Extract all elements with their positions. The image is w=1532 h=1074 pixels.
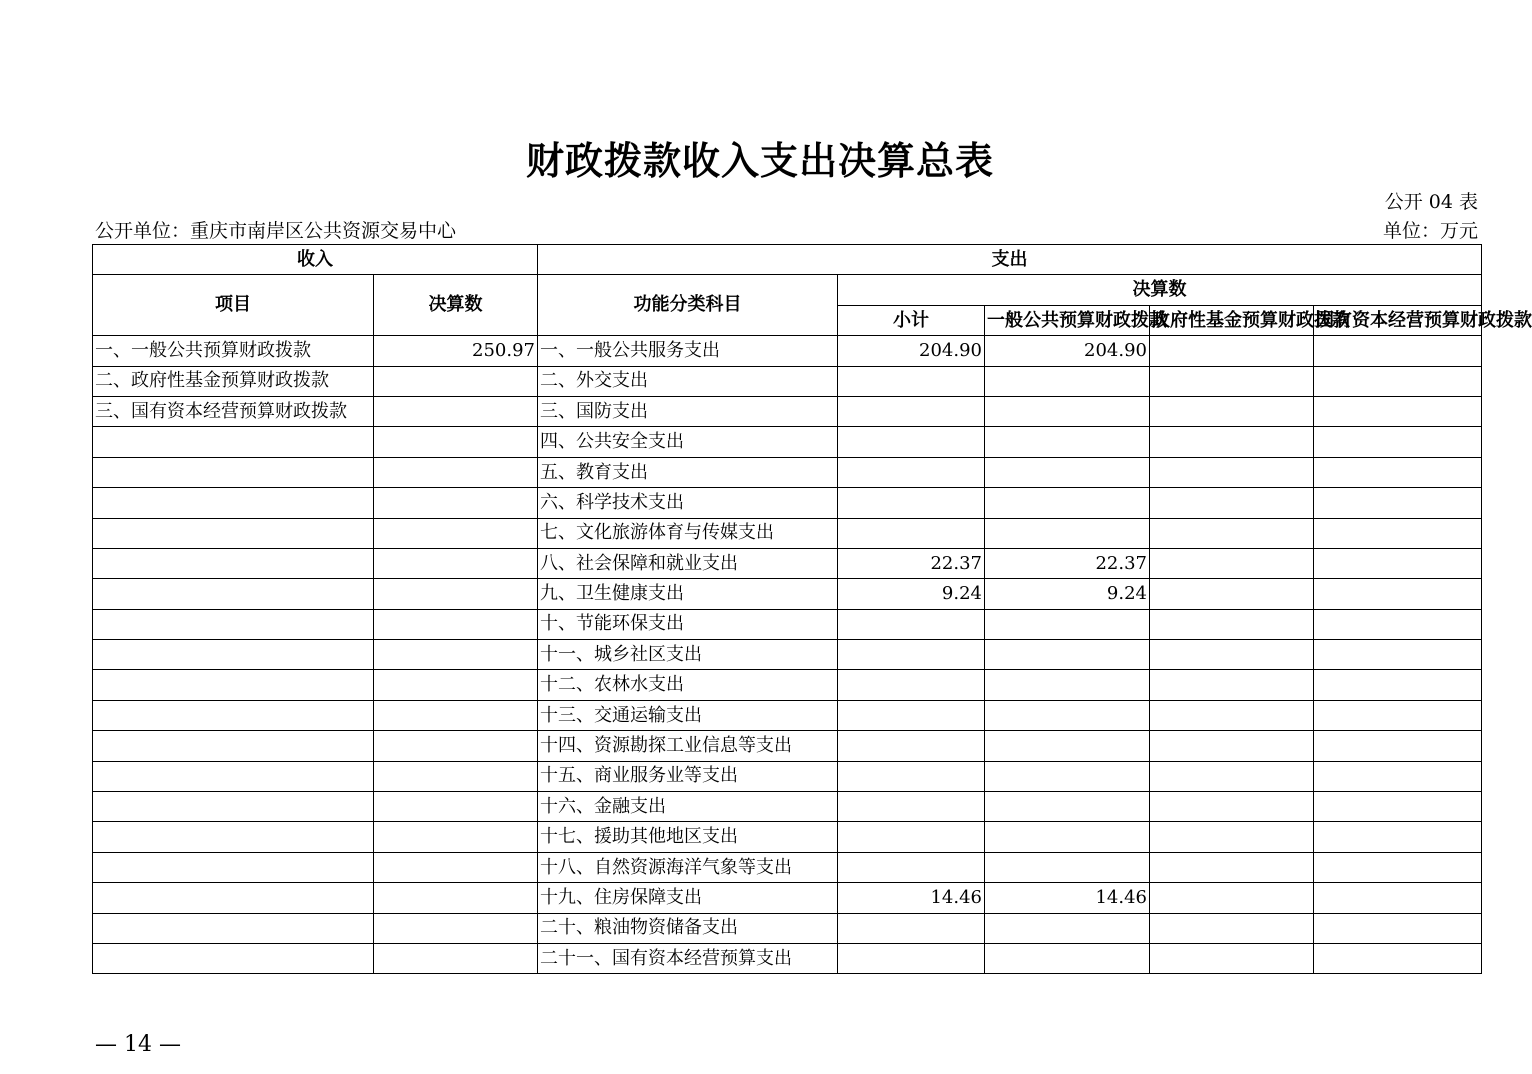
- fund-budget-cell: [1150, 336, 1314, 366]
- fund-budget-cell: [1150, 670, 1314, 700]
- income-amount-cell: 250.97: [374, 336, 538, 366]
- income-item-cell: [93, 427, 374, 457]
- general-budget-cell: [985, 913, 1150, 943]
- state-capital-cell: [1314, 883, 1482, 913]
- general-budget-cell: 9.24: [985, 579, 1150, 609]
- income-item-cell: 一、一般公共预算财政拨款: [93, 336, 374, 366]
- reporting-unit: 公开单位：重庆市南岸区公共资源交易中心: [95, 220, 457, 242]
- category-cell: 十一、城乡社区支出: [538, 640, 838, 670]
- subtotal-cell: [838, 700, 985, 730]
- state-capital-cell: [1314, 852, 1482, 882]
- income-amount-cell: [374, 700, 538, 730]
- general-budget-cell: [985, 700, 1150, 730]
- table-row: [93, 548, 1482, 578]
- state-capital-cell: [1314, 396, 1482, 426]
- category-cell: 十三、交通运输支出: [538, 700, 838, 730]
- subtotal-cell: [838, 852, 985, 882]
- subtotal-cell: [838, 792, 985, 822]
- subtotal-header: 小计: [838, 305, 985, 335]
- state-capital-cell: [1314, 700, 1482, 730]
- subtotal-cell: 22.37: [838, 548, 985, 578]
- category-cell: 十六、金融支出: [538, 792, 838, 822]
- category-cell: 四、公共安全支出: [538, 427, 838, 457]
- table-row: [93, 427, 1482, 457]
- table-row: [93, 609, 1482, 639]
- table-row: [93, 792, 1482, 822]
- general-budget-cell: [985, 366, 1150, 396]
- category-cell: 十五、商业服务业等支出: [538, 761, 838, 791]
- category-cell: 二十、粮油物资储备支出: [538, 913, 838, 943]
- state-capital-cell: [1314, 579, 1482, 609]
- state-capital-cell: [1314, 427, 1482, 457]
- general-budget-cell: [985, 761, 1150, 791]
- income-amount-cell: [374, 792, 538, 822]
- table-body: [93, 336, 1482, 974]
- general-budget-cell: [985, 488, 1150, 518]
- category-cell: 六、科学技术支出: [538, 488, 838, 518]
- subtotal-cell: [838, 670, 985, 700]
- general-budget-cell: [985, 852, 1150, 882]
- state-capital-cell: [1314, 609, 1482, 639]
- fund-budget-cell: [1150, 822, 1314, 852]
- state-capital-cell: [1314, 731, 1482, 761]
- fund-budget-cell: [1150, 548, 1314, 578]
- general-budget-cell: [985, 792, 1150, 822]
- general-budget-cell: [985, 822, 1150, 852]
- table-row: [93, 943, 1482, 973]
- state-capital-cell: [1314, 792, 1482, 822]
- income-item-cell: [93, 913, 374, 943]
- fund-budget-cell: [1150, 731, 1314, 761]
- state-capital-cell: [1314, 640, 1482, 670]
- category-cell: 十七、援助其他地区支出: [538, 822, 838, 852]
- fund-budget-cell: [1150, 518, 1314, 548]
- state-capital-cell: [1314, 457, 1482, 487]
- income-amount-cell: [374, 396, 538, 426]
- income-header: 收入: [93, 245, 538, 275]
- income-item-cell: [93, 640, 374, 670]
- general-budget-cell: [985, 518, 1150, 548]
- table-row: [93, 731, 1482, 761]
- income-item-cell: [93, 943, 374, 973]
- subtotal-cell: [838, 761, 985, 791]
- income-amount-cell: [374, 579, 538, 609]
- income-amount-cell: [374, 913, 538, 943]
- category-cell: 二、外交支出: [538, 366, 838, 396]
- income-item-cell: [93, 731, 374, 761]
- subtotal-cell: [838, 913, 985, 943]
- fund-budget-cell: [1150, 640, 1314, 670]
- category-cell: 十二、农林水支出: [538, 670, 838, 700]
- state-capital-cell: [1314, 336, 1482, 366]
- income-item-cell: [93, 883, 374, 913]
- income-amount-cell: [374, 457, 538, 487]
- table-row: [93, 670, 1482, 700]
- income-amount-cell: [374, 761, 538, 791]
- general-budget-cell: [985, 427, 1150, 457]
- page-title: 财政拨款收入支出决算总表: [525, 138, 994, 183]
- income-item-cell: [93, 488, 374, 518]
- state-capital-cell: [1314, 761, 1482, 791]
- table-row: [93, 700, 1482, 730]
- subtotal-cell: [838, 640, 985, 670]
- category-cell: 八、社会保障和就业支出: [538, 548, 838, 578]
- table-row: [93, 852, 1482, 882]
- page-number: — 14 —: [95, 1032, 181, 1057]
- fund-budget-cell: [1150, 883, 1314, 913]
- category-cell: 一、一般公共服务支出: [538, 336, 838, 366]
- category-cell: 十四、资源勘探工业信息等支出: [538, 731, 838, 761]
- income-amount-cell: [374, 852, 538, 882]
- fund-budget-cell: [1150, 396, 1314, 426]
- income-item-cell: [93, 670, 374, 700]
- state-capital-cell: [1314, 670, 1482, 700]
- income-item-cell: [93, 609, 374, 639]
- income-amount-cell: [374, 943, 538, 973]
- table-row: [93, 761, 1482, 791]
- table-row: [93, 457, 1482, 487]
- subtotal-cell: 14.46: [838, 883, 985, 913]
- income-item-cell: [93, 548, 374, 578]
- final-amount-group-header: 决算数: [838, 275, 1482, 305]
- table-row: [93, 336, 1482, 366]
- state-capital-cell: [1314, 548, 1482, 578]
- income-item-cell: [93, 792, 374, 822]
- table-row: [93, 518, 1482, 548]
- subtotal-cell: [838, 731, 985, 761]
- fund-budget-header: 政府性基金预算财政拨款: [1150, 305, 1314, 335]
- income-amount-cell: [374, 640, 538, 670]
- state-capital-cell: [1314, 943, 1482, 973]
- income-item-cell: [93, 457, 374, 487]
- currency-unit: 单位：万元: [1382, 220, 1478, 242]
- subtotal-cell: [838, 822, 985, 852]
- category-cell: 九、卫生健康支出: [538, 579, 838, 609]
- fund-budget-cell: [1150, 700, 1314, 730]
- subtotal-cell: [838, 609, 985, 639]
- general-budget-header: 一般公共预算财政拨款: [985, 305, 1150, 335]
- fund-budget-cell: [1150, 761, 1314, 791]
- table-row: [93, 488, 1482, 518]
- table-row: [93, 366, 1482, 396]
- income-amount-cell: [374, 609, 538, 639]
- state-capital-cell: [1314, 822, 1482, 852]
- subtotal-cell: [838, 943, 985, 973]
- income-amount-header: 决算数: [374, 275, 538, 336]
- income-amount-cell: [374, 670, 538, 700]
- table-row: [93, 822, 1482, 852]
- subtotal-cell: [838, 488, 985, 518]
- fund-budget-cell: [1150, 943, 1314, 973]
- income-amount-cell: [374, 883, 538, 913]
- subtotal-cell: [838, 396, 985, 426]
- general-budget-cell: [985, 731, 1150, 761]
- state-capital-cell: [1314, 518, 1482, 548]
- general-budget-cell: 14.46: [985, 883, 1150, 913]
- state-capital-budget-header: 国有资本经营预算财政拨款: [1314, 305, 1482, 335]
- category-cell: 二十一、国有资本经营预算支出: [538, 943, 838, 973]
- general-budget-cell: [985, 640, 1150, 670]
- category-cell: 十九、住房保障支出: [538, 883, 838, 913]
- expense-header: 支出: [538, 245, 1482, 275]
- income-amount-cell: [374, 822, 538, 852]
- income-amount-cell: [374, 427, 538, 457]
- subtotal-cell: 9.24: [838, 579, 985, 609]
- fund-budget-cell: [1150, 488, 1314, 518]
- subtotal-cell: [838, 427, 985, 457]
- subtotal-cell: 204.90: [838, 336, 985, 366]
- category-cell: 三、国防支出: [538, 396, 838, 426]
- state-capital-cell: [1314, 366, 1482, 396]
- fund-budget-cell: [1150, 457, 1314, 487]
- table-row: [93, 640, 1482, 670]
- item-header: 项目: [93, 275, 374, 336]
- budget-table: [92, 244, 1532, 974]
- general-budget-cell: 204.90: [985, 336, 1150, 366]
- general-budget-cell: 22.37: [985, 548, 1150, 578]
- income-item-cell: 三、国有资本经营预算财政拨款: [93, 396, 374, 426]
- subtotal-cell: [838, 518, 985, 548]
- income-item-cell: [93, 852, 374, 882]
- income-amount-cell: [374, 731, 538, 761]
- fund-budget-cell: [1150, 366, 1314, 396]
- category-cell: 十八、自然资源海洋气象等支出: [538, 852, 838, 882]
- income-amount-cell: [374, 518, 538, 548]
- state-capital-cell: [1314, 913, 1482, 943]
- category-cell: 五、教育支出: [538, 457, 838, 487]
- income-item-cell: [93, 579, 374, 609]
- fund-budget-cell: [1150, 609, 1314, 639]
- fund-budget-cell: [1150, 792, 1314, 822]
- income-item-cell: 二、政府性基金预算财政拨款: [93, 366, 374, 396]
- table-row: [93, 913, 1482, 943]
- income-amount-cell: [374, 488, 538, 518]
- table-row: [93, 883, 1482, 913]
- income-item-cell: [93, 518, 374, 548]
- general-budget-cell: [985, 943, 1150, 973]
- fund-budget-cell: [1150, 913, 1314, 943]
- general-budget-cell: [985, 670, 1150, 700]
- table-row: [93, 579, 1482, 609]
- form-number: 公开 04 表: [1384, 191, 1478, 213]
- subtotal-cell: [838, 366, 985, 396]
- function-category-header: 功能分类科目: [538, 275, 838, 336]
- category-cell: 七、文化旅游体育与传媒支出: [538, 518, 838, 548]
- income-amount-cell: [374, 548, 538, 578]
- fund-budget-cell: [1150, 579, 1314, 609]
- subtotal-cell: [838, 457, 985, 487]
- general-budget-cell: [985, 457, 1150, 487]
- income-item-cell: [93, 761, 374, 791]
- state-capital-cell: [1314, 488, 1482, 518]
- general-budget-cell: [985, 609, 1150, 639]
- income-item-cell: [93, 822, 374, 852]
- general-budget-cell: [985, 396, 1150, 426]
- table-row: [93, 396, 1482, 426]
- category-cell: 十、节能环保支出: [538, 609, 838, 639]
- income-amount-cell: [374, 366, 538, 396]
- income-item-cell: [93, 700, 374, 730]
- fund-budget-cell: [1150, 852, 1314, 882]
- fund-budget-cell: [1150, 427, 1314, 457]
